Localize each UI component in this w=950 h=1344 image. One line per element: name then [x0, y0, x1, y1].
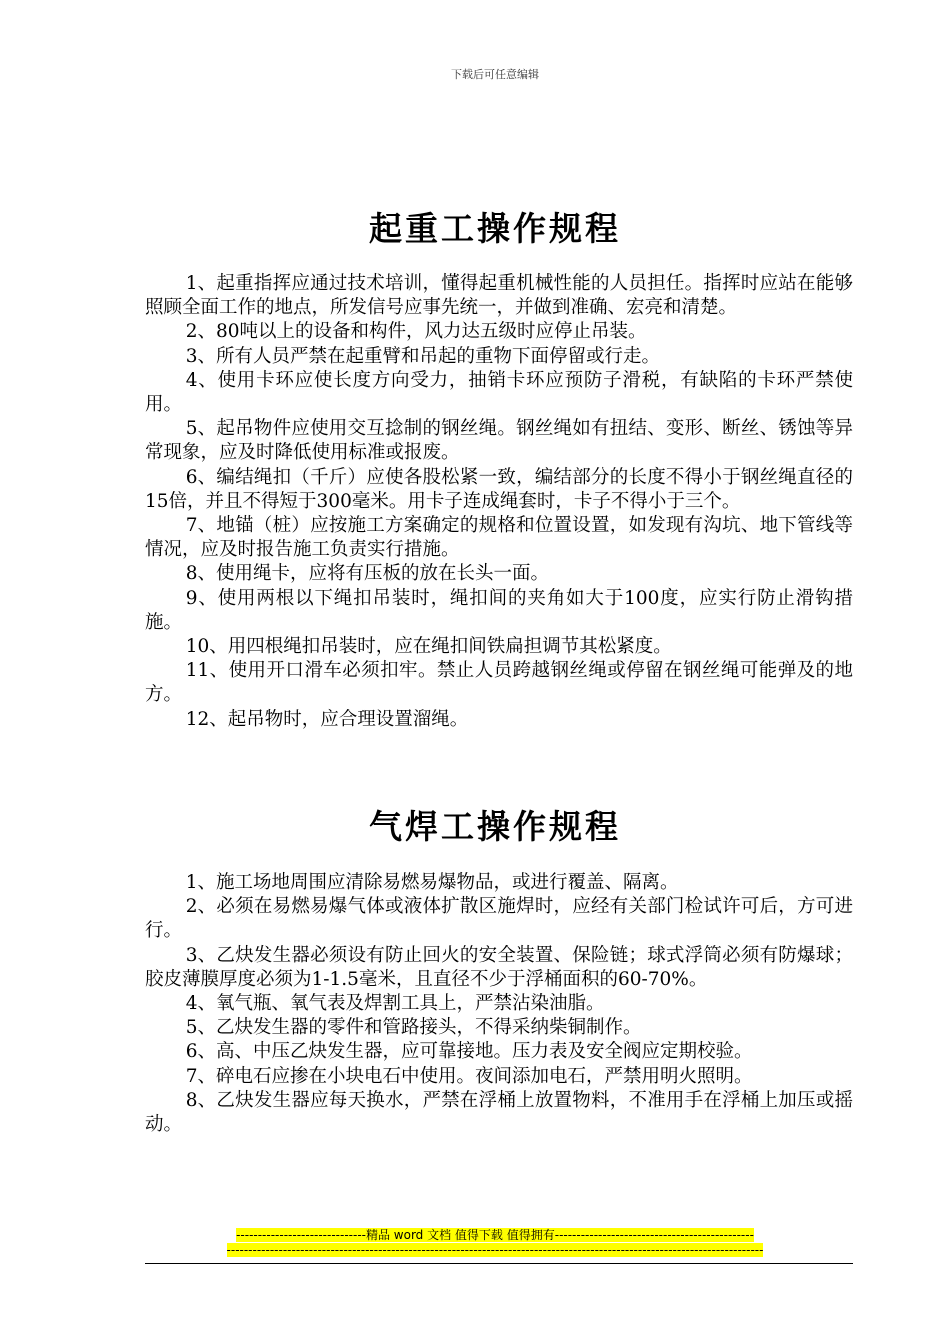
footer-highlight-line [0, 1228, 950, 1243]
list-item: 7、碎电石应掺在小块电石中使用。夜间添加电石，严禁用明火照明。 [185, 1065, 753, 1087]
list-item: 2、必须在易燃易爆气体或液体扩散区施焊时，应经有关部门检试许可后，方可进行。 [145, 896, 853, 942]
list-item: 3、乙炔发生器必须设有防止回火的安全装置、保险链；球式浮筒必须有防爆球；胶皮薄膜厚度必须为1-1.5毫米，且直径不少于浮桶面积的60-70%。 [145, 944, 853, 990]
list-item: 4、使用卡环应使长度方向受力，抽销卡环应预防子滑税，有缺陷的卡环严禁使用。 [145, 369, 853, 416]
section-title-crane: 起重工操作规程 [369, 209, 621, 248]
list-item: 3、所有人员严禁在起重臂和吊起的重物下面停留或行走。 [185, 345, 660, 367]
footer-dashes: ---------------------------------------------------------------------------------------------------------------------------- [226, 1243, 764, 1257]
list-item: 2、80吨以上的设备和构件，风力达五级时应停止吊装。 [185, 321, 647, 343]
footer-divider [145, 1263, 853, 1264]
list-item: 4、氧气瓶、氧气表及焊割工具上，严禁沾染油脂。 [185, 993, 605, 1015]
footer-text: ------------------------------精品 word 文档 值得下载 值得拥有---------------------------------------------- [236, 1228, 754, 1242]
list-item: 9、使用两根以下绳扣吊装时，绳扣间的夹角如大于100度，应实行防止滑钩措施。 [145, 587, 853, 633]
list-item: 6、编结绳扣（千斤）应使各股松紧一致，编结部分的长度不得小于钢丝绳直径的15倍，并且不得短于300毫米。用卡子连成绳套时，卡子不得小于三个。 [145, 466, 853, 512]
section-body-crane [145, 272, 853, 732]
section-title-gas-welding: 气焊工操作规程 [369, 807, 621, 846]
footer-highlight-line [0, 1243, 950, 1258]
list-item: 11、使用开口滑车必须扣牢。禁止人员跨越钢丝绳或停留在钢丝绳可能弹及的地方。 [145, 660, 853, 706]
list-item: 5、乙炔发生器的零件和管路接头，不得采纳柴铜制作。 [185, 1017, 642, 1039]
list-item: 5、起吊物件应使用交互捻制的钢丝绳。钢丝绳如有扭结、变形、断丝、锈蚀等异常现象，应及时降低使用标准或报废。 [145, 418, 853, 464]
list-item: 7、地锚（桩）应按施工方案确定的规格和位置设置，如发现有沟坑、地下管线等情况，应及时报告施工负责实行措施。 [145, 515, 853, 561]
list-item: 12、起吊物时，应合理设置溜绳。 [185, 708, 469, 730]
list-item: 1、施工场地周围应清除易燃易爆物品，或进行覆盖、隔离。 [185, 872, 679, 893]
list-item: 10、用四根绳扣吊装时，应在绳扣间铁扁担调节其松紧度。 [185, 636, 672, 658]
list-item: 6、高、中压乙炔发生器，应可靠接地。压力表及安全阀应定期校验。 [185, 1041, 753, 1063]
list-item: 8、乙炔发生器应每天换水，严禁在浮桶上放置物料，不准用手在浮桶上加压或摇动。 [145, 1089, 853, 1136]
list-item: 8、使用绳卡，应将有压板的放在长头一面。 [185, 563, 549, 585]
section-body-gas-welding [145, 871, 853, 1137]
list-item: 1、起重指挥应通过技术培训，懂得起重机械性能的人员担任。指挥时应站在能够照顾全面工作的地点，所发信号应事先统一，并做到准确、宏亮和清楚。 [145, 273, 853, 319]
header-note: 下载后可任意编辑 [451, 68, 539, 81]
